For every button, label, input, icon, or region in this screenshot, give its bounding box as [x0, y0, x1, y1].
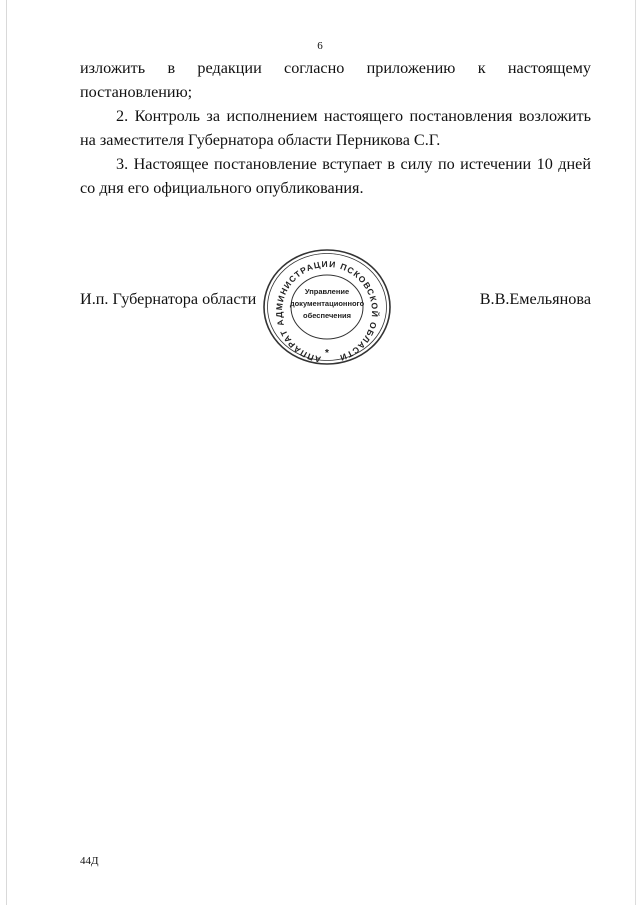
paragraph-3-line-1: 3. Настоящее постановление вступает в силу по истечении 10 дней — [116, 155, 591, 173]
paragraph-1-line-1 — [80, 56, 591, 80]
seal-outer-text: АППАРАТ АДМИНИСТРАЦИИ ПСКОВСКОЙ ОБЛАСТИ — [273, 258, 381, 365]
word: в — [167, 59, 176, 77]
signatory-position: И.п. Губернатора области — [80, 290, 257, 308]
paragraph-3 — [80, 152, 591, 200]
paragraph-2-line-1: 2. Контроль за исполнением настоящего постановления возложить — [116, 107, 591, 125]
word: редакции — [197, 59, 262, 77]
paragraph-3-line-2: со дня его официального опубликования. — [80, 179, 364, 197]
word: согласно — [284, 59, 345, 77]
seal-inner-line-3: обеспечения — [302, 311, 352, 320]
signatory-name: В.В.Емельянова — [479, 290, 591, 308]
paragraph-2 — [80, 104, 591, 152]
paragraph-1 — [80, 56, 591, 104]
scan-edge-right — [635, 0, 636, 905]
word: изложить — [80, 59, 146, 77]
page-number: 6 — [317, 40, 323, 52]
document-code: 44Д — [80, 855, 99, 867]
word: приложению — [366, 59, 456, 77]
word: к — [477, 59, 486, 77]
paragraph-1-line-2: постановлению; — [80, 83, 193, 101]
word: настоящему — [507, 59, 591, 77]
paragraph-2-line-2: на заместителя Губернатора области Перникова С.Г. — [80, 131, 441, 149]
scan-edge-left — [6, 0, 7, 905]
seal-inner-line-1: Управление — [304, 287, 350, 296]
seal-inner-line-2: документационного — [289, 299, 365, 308]
seal-star-icon: * — [325, 348, 329, 359]
official-seal — [260, 246, 394, 367]
